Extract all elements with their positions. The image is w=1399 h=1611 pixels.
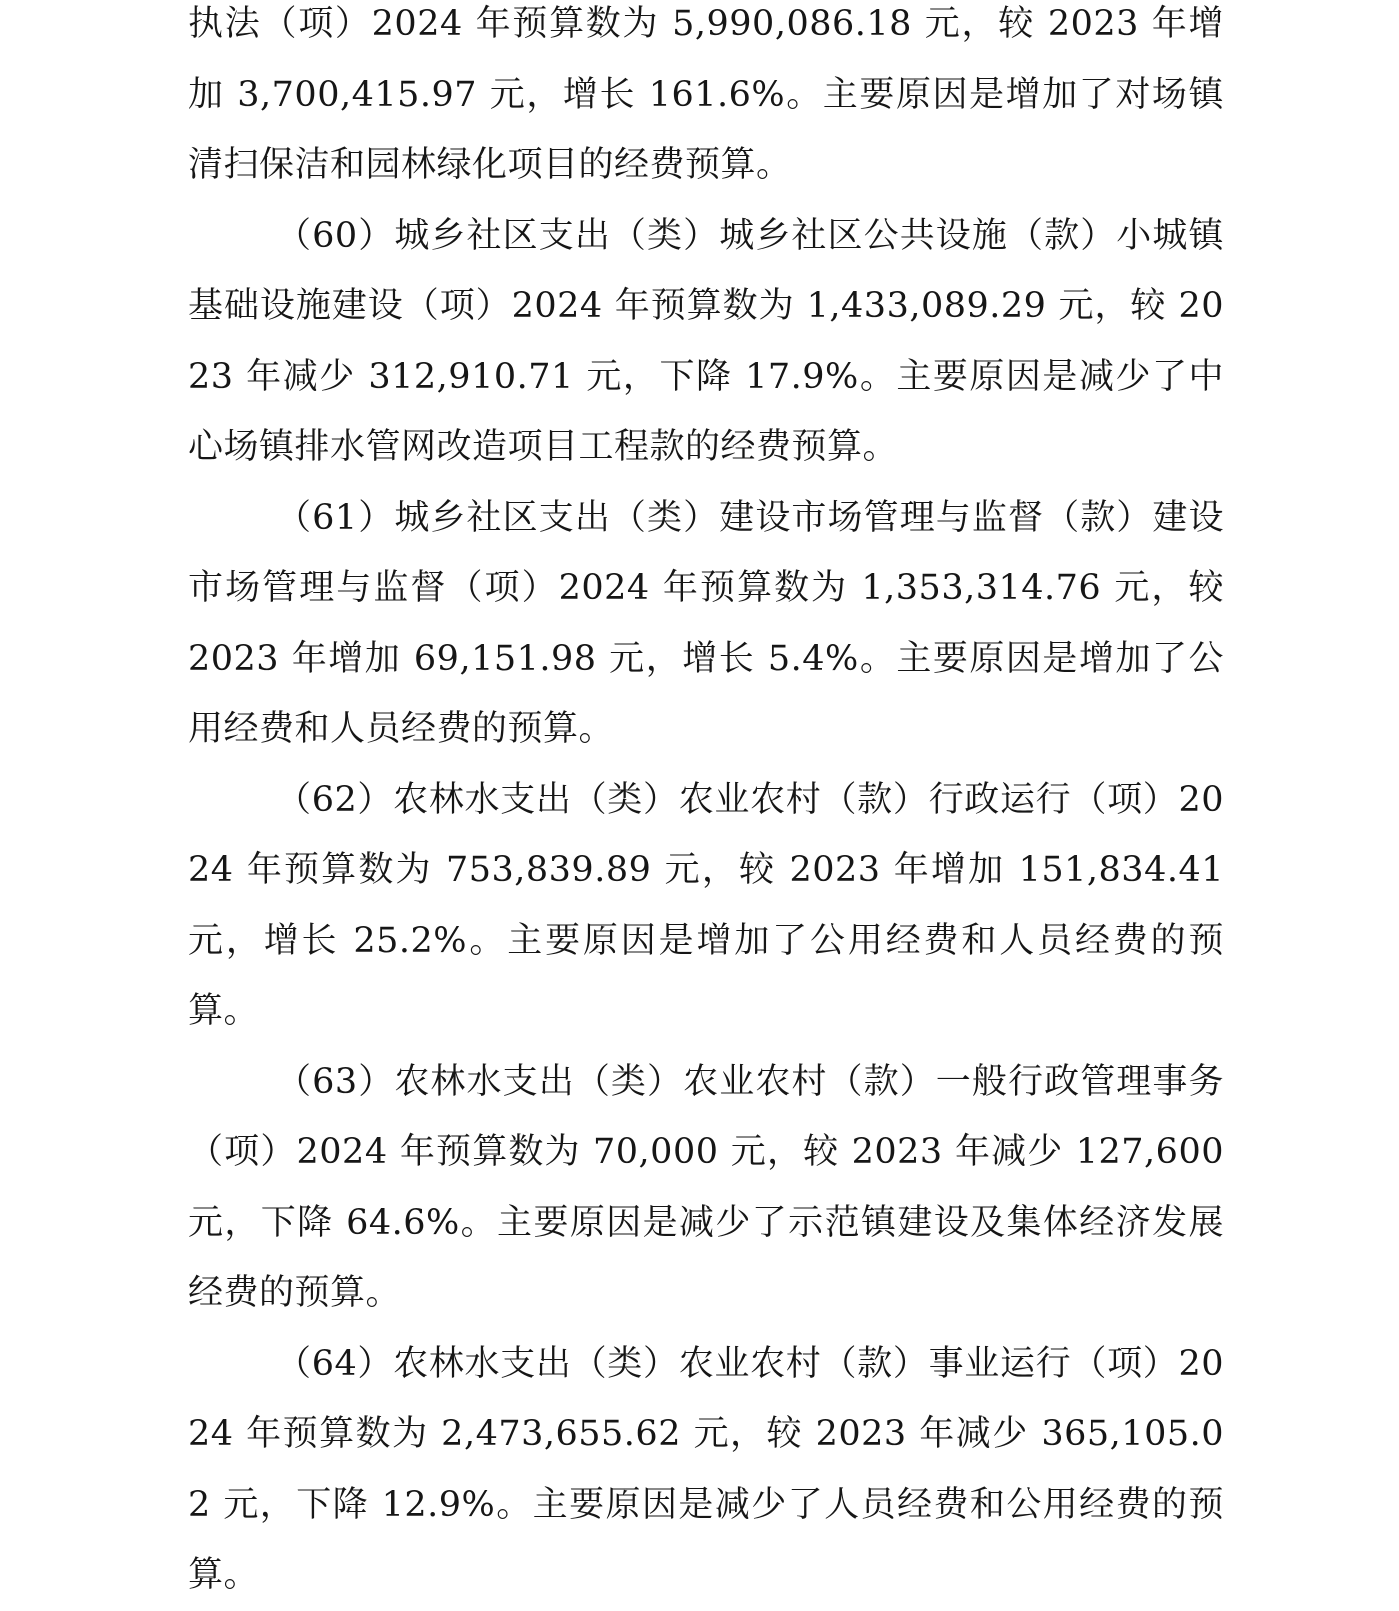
paragraph-64: （64）农林水支出（类）农业农村（款）事业运行（项）2024 年预算数为 2,473,655.62 元，较 2023 年减少 365,105.02 元，下降 12.9%。主要原因是减少了人员经费和公用经费的预算。 <box>188 1343 1224 1595</box>
paragraph-62: （62）农林水支出（类）农业农村（款）行政运行（项）2024 年预算数为 753,839.89 元，较 2023 年增加 151,834.41 元，增长 25.2%。主要原因是增加了公用经费和人员经费的预算。 <box>188 779 1224 1031</box>
paragraph-60: （60）城乡社区支出（类）城乡社区公共设施（款）小城镇基础设施建设（项）2024 年预算数为 1,433,089.29 元，较 2023 年减少 312,910.71 元，下降 17.9%。主要原因是减少了中心场镇排水管网改造项目工程款的经费预算。 <box>188 215 1224 467</box>
document-body <box>188 0 1224 1611</box>
paragraph-61: （61）城乡社区支出（类）建设市场管理与监督（款）建设市场管理与监督（项）2024 年预算数为 1,353,314.76 元，较 2023 年增加 69,151.98 元，增长 5.4%。主要原因是增加了公用经费和人员经费的预算。 <box>188 497 1224 749</box>
paragraph-59-continuation: 执法（项）2024 年预算数为 5,990,086.18 元，较 2023 年增加 3,700,415.97 元，增长 161.6%。主要原因是增加了对场镇清扫保洁和园林绿化项目的经费预算。 <box>188 4 1224 185</box>
paragraph-63: （63）农林水支出（类）农业农村（款）一般行政管理事务（项）2024 年预算数为 70,000 元，较 2023 年减少 127,600 元，下降 64.6%。主要原因是减少了示范镇建设及集体经济发展经费的预算。 <box>188 1061 1224 1313</box>
